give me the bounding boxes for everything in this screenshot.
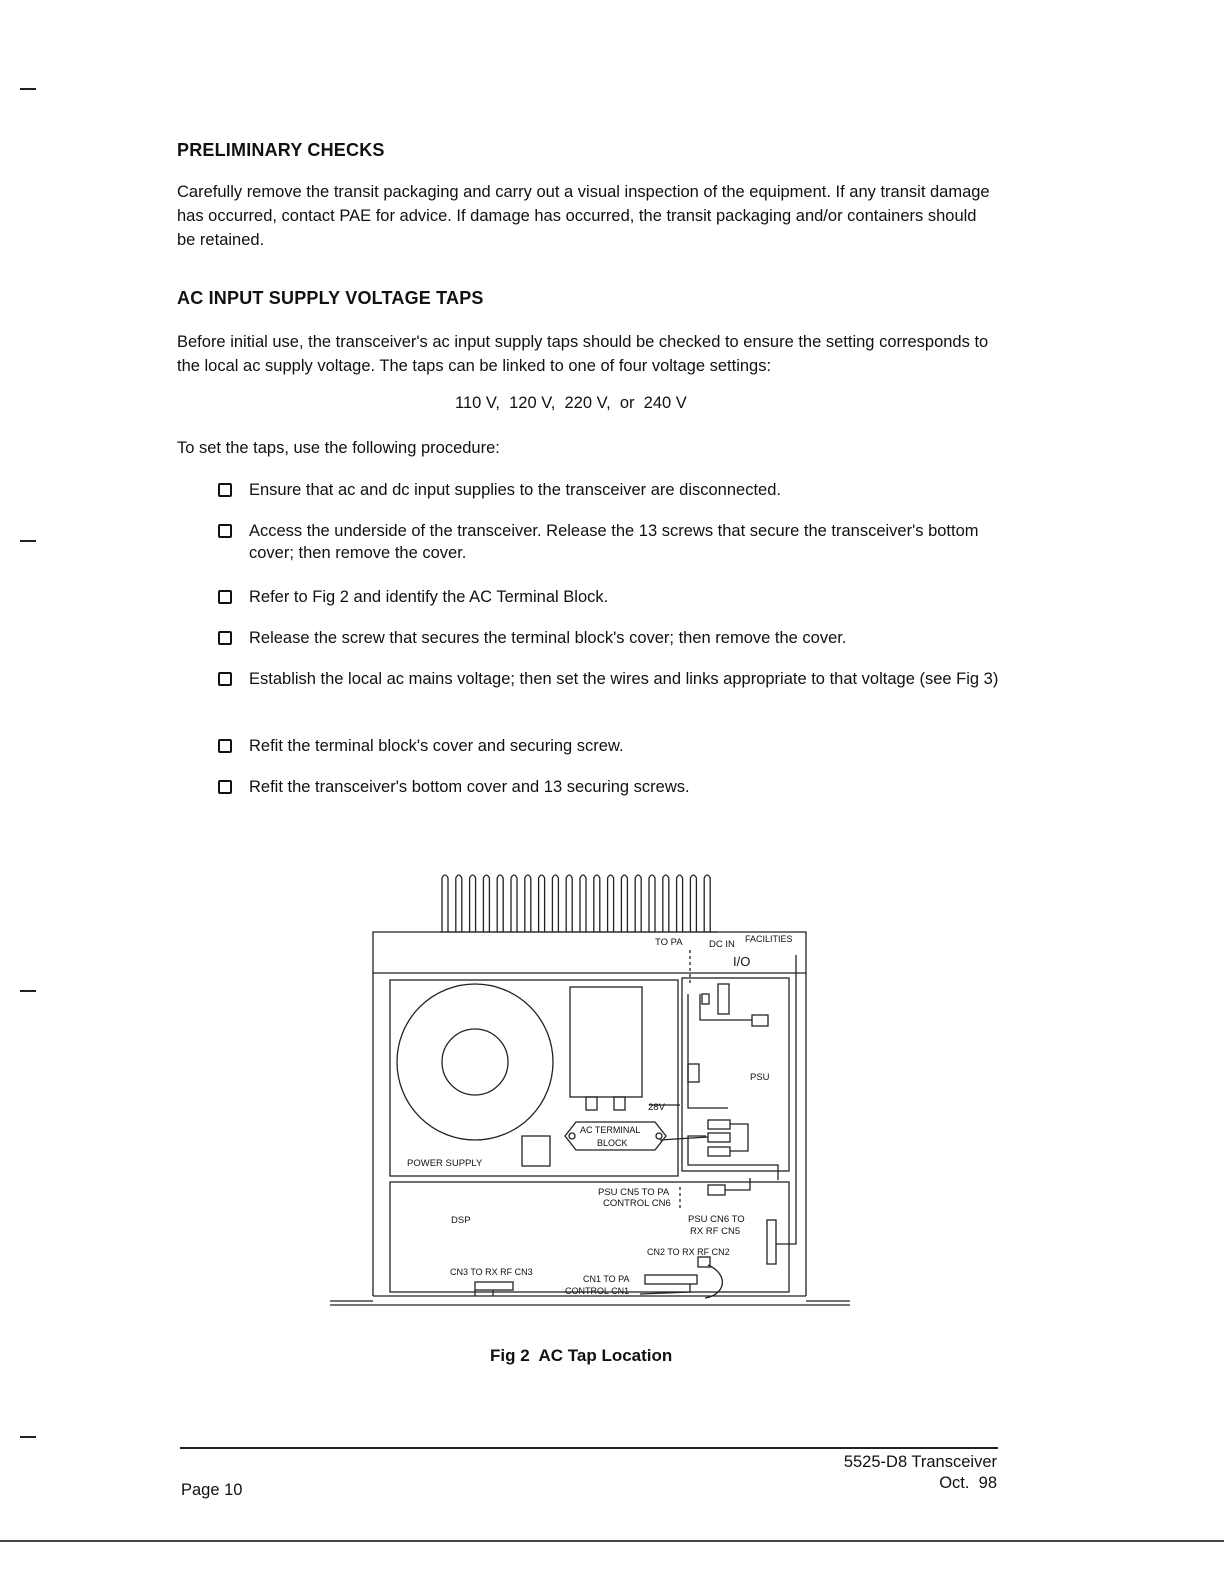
psu-section [682,978,789,1171]
label-psu-cn5-1: PSU CN5 TO PA [598,1187,670,1198]
checkbox-icon [218,780,232,794]
heatsink-fin [690,875,696,932]
preliminary-checks-paragraph: Carefully remove the transit packaging and carry out a visual inspection of the equipment. If any transit damage has occurred, contact PAE for advice. If damage has occurred, the transit packaging and/or containers should be retained. [177,183,990,249]
checkbox-icon [218,739,232,753]
checkbox-icon [218,524,232,538]
voltage-settings: 110 V, 120 V, 220 V, or 240 V [455,394,687,412]
heatsink-fin [580,875,586,932]
footer-date: Oct. 98 [939,1474,997,1492]
label-cn2: CN2 TO RX RF CN2 [647,1247,730,1257]
heatsink-fin [704,875,710,932]
checkbox-icon [218,483,232,497]
label-psu-cn6-1: PSU CN6 TO [688,1214,745,1225]
label-psu: PSU [750,1072,770,1083]
label-to-pa: TO PA [655,937,683,948]
bottom-edge-rule [0,1540,1224,1542]
step-text: Access the underside of the transceiver. Release the 13 screws that secure the transceiver's bottom cover; then remove the cover. [249,522,979,562]
heatsink-fin [483,875,489,932]
section-heading-ac-input-taps: AC INPUT SUPPLY VOLTAGE TAPS [177,288,484,308]
label-cn1-2: CONTROL CN1 [565,1286,630,1296]
heatsink-fin [635,875,641,932]
footer-product: 5525-D8 Transceiver [843,1453,997,1471]
label-block: BLOCK [597,1138,628,1148]
heatsink-fin [566,875,572,932]
label-psu-cn5-2: CONTROL CN6 [603,1198,671,1209]
step-text: Refit the transceiver's bottom cover and 13 securing screws. [249,778,690,796]
margin-mark [20,1436,36,1438]
label-psu-cn6-2: RX RF CN5 [690,1226,741,1237]
heatsink-fin [677,875,683,932]
power-supply-section [390,980,678,1176]
heatsink-fin [470,875,476,932]
heatsink-fin [525,875,531,932]
label-28v: 28V [648,1102,665,1113]
heatsink-fin [649,875,655,932]
heatsink-fin [511,875,517,932]
label-io: I/O [733,954,751,969]
step-text: Establish the local ac mains voltage; then set the wires and links appropriate to that voltage (see Fig 3) [249,670,999,688]
ac-taps-paragraph: Before initial use, the transceiver's ac input supply taps should be checked to ensure the setting corresponds to the local ac supply voltage. The taps can be linked to one of four voltage settings: [177,333,989,375]
footer-page-number: Page 10 [181,1481,243,1499]
heatsink-fin [663,875,669,932]
checkbox-icon [218,631,232,645]
procedure-intro: To set the taps, use the following procedure: [177,439,500,457]
figure-caption: Fig 2 AC Tap Location [490,1346,673,1365]
label-power-supply: POWER SUPPLY [407,1158,483,1169]
step-text: Ensure that ac and dc input supplies to the transceiver are disconnected. [249,481,781,499]
toroidal-transformer [397,984,553,1140]
label-cn3: CN3 TO RX RF CN3 [450,1267,533,1277]
footer-rule [180,1447,998,1449]
label-cn1-1: CN1 TO PA [583,1274,630,1284]
heatsink-fin [552,875,558,932]
label-facilities: FACILITIES [745,934,793,944]
heatsink-fin [456,875,462,932]
checkbox-icon [218,590,232,604]
heatsink-fins [442,875,710,932]
margin-mark [20,540,36,542]
checkbox-icon [218,672,232,686]
capacitor-block [570,987,642,1097]
heatsink-fin [442,875,448,932]
heatsink-fin [594,875,600,932]
heatsink-fin [539,875,545,932]
step-text: Refer to Fig 2 and identify the AC Terminal Block. [249,588,609,606]
section-heading-preliminary-checks: PRELIMINARY CHECKS [177,140,385,160]
heatsink-fin [621,875,627,932]
label-ac-terminal: AC TERMINAL [580,1125,641,1135]
step-text: Release the screw that secures the terminal block's cover; then remove the cover. [249,629,847,647]
label-dc-in: DC IN [709,939,735,950]
step-text: Refit the terminal block's cover and securing screw. [249,737,624,755]
margin-mark [20,88,36,90]
ac-tap-location-diagram [320,860,860,1320]
margin-mark [20,990,36,992]
label-dsp: DSP [451,1215,471,1226]
heatsink-fin [497,875,503,932]
heatsink-fin [608,875,614,932]
